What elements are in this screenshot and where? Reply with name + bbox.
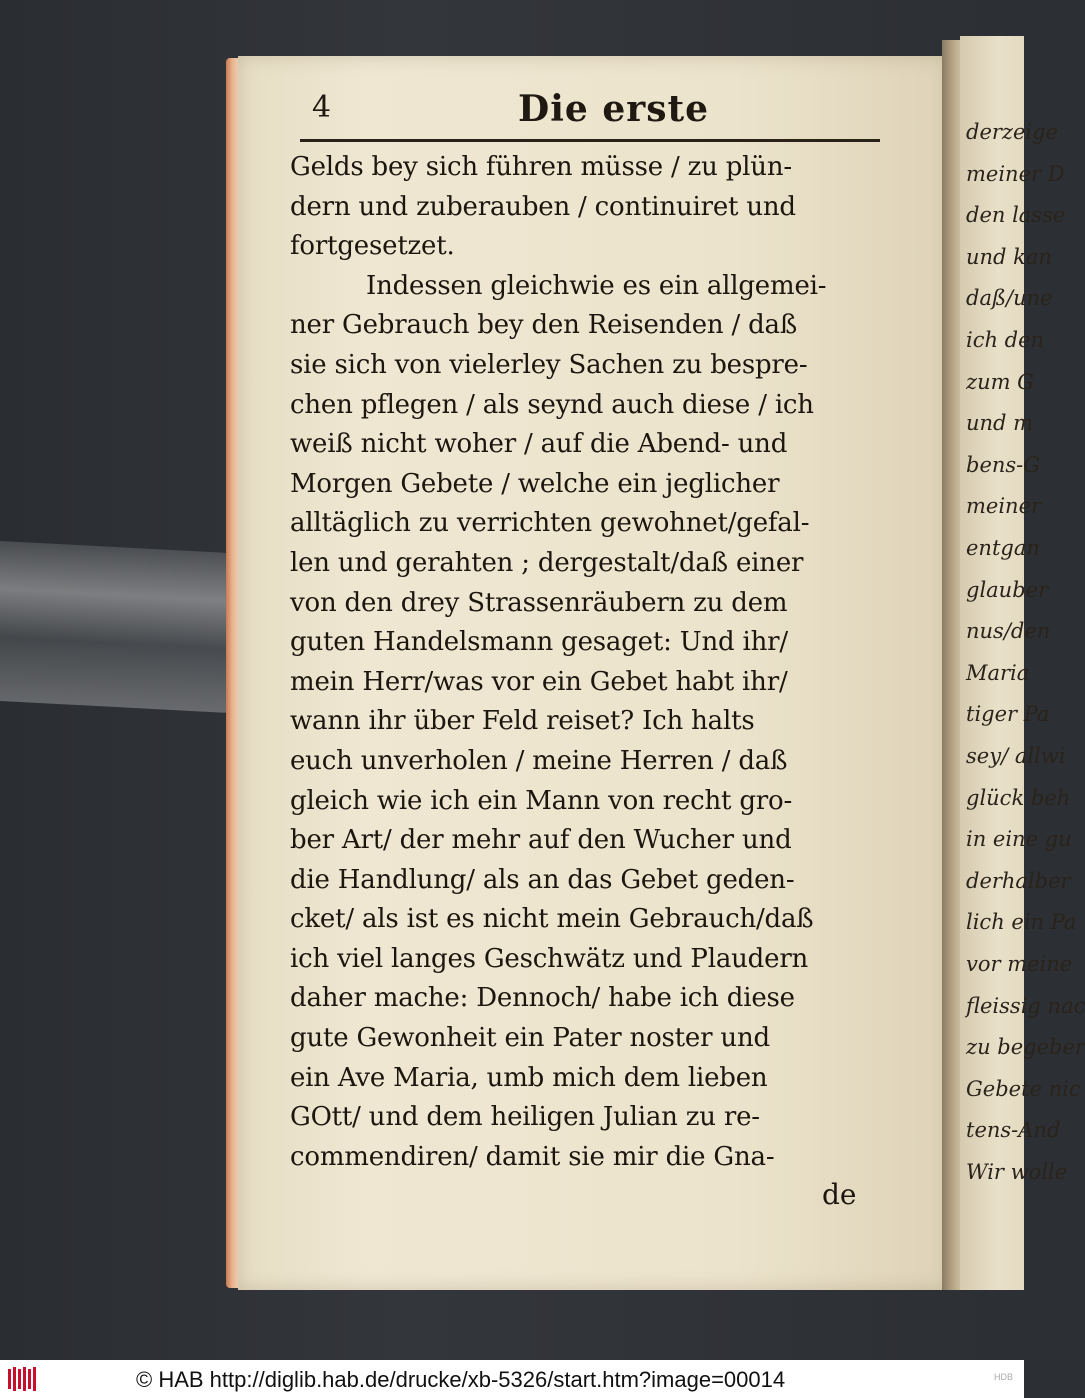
text-line: ein Ave Maria, umb mich dem lieben — [290, 1062, 768, 1093]
facing-page-line: glück beh — [966, 785, 1071, 810]
catchword: de — [822, 1178, 857, 1211]
text-line: alltäglich zu verrichten gewohnet/gefal- — [290, 508, 810, 539]
text-line: chen pflegen / als seynd auch diese / ich — [290, 389, 814, 420]
text-line: guten Handelsmann gesaget: Und ihr/ — [290, 627, 788, 658]
facing-page-line: derhalber — [966, 868, 1071, 893]
text-line: sie sich von vielerley Sachen zu bespre- — [290, 349, 808, 380]
text-line: euch unverholen / meine Herren / daß — [290, 745, 788, 776]
facing-page-line: tiger Pa — [966, 702, 1050, 727]
facing-page-line: lich ein Pa — [966, 910, 1077, 935]
facing-page-line: in eine gu — [966, 827, 1072, 852]
facing-page-line: nus/den — [966, 619, 1051, 644]
text-line: weiß nicht woher / auf die Abend- und — [290, 429, 788, 460]
text-line: Indessen gleichwie es ein allgemei- — [366, 270, 827, 301]
text-line: mein Herr/was vor ein Gebet habt ihr/ — [290, 666, 788, 697]
text-line: Gelds bey sich führen müsse / zu plün- — [290, 152, 792, 182]
footer-bar — [0, 1360, 1024, 1398]
text-line: gleich wie ich ein Mann von recht gro- — [290, 785, 793, 816]
facing-page-line: zu begeber — [966, 1035, 1085, 1060]
text-line: ich viel langes Geschwätz und Plaudern — [290, 943, 809, 974]
text-line: gute Gewonheit ein Pater noster und — [290, 1023, 770, 1054]
facing-page-line: derzeige — [966, 120, 1058, 144]
text-line: ner Gebrauch bey den Reisenden / daß — [290, 310, 798, 341]
facing-page-line: vor meine — [966, 952, 1073, 976]
facing-page-line: daß/une — [966, 286, 1053, 311]
text-line: commendiren/ damit sie mir die Gna- — [290, 1141, 775, 1172]
text-line: von den drey Strassenräubern zu dem — [290, 587, 788, 618]
facing-page-line: Wir wolle — [966, 1160, 1068, 1184]
facing-page-line: Maria — [966, 660, 1030, 685]
footer-mark: HDB — [994, 1372, 1014, 1382]
facing-page-line: Gebete nic — [966, 1076, 1081, 1101]
body-text — [290, 148, 890, 1177]
text-line: daher mache: Dennoch/ habe ich diese — [290, 983, 795, 1014]
text-line: wann ihr über Feld reiset? Ich halts — [290, 706, 755, 737]
facing-page-line: entgan — [966, 536, 1040, 560]
facing-page-line: meiner D — [966, 161, 1065, 186]
facing-page-line: fleissig nac — [966, 993, 1085, 1018]
running-head-title: Die erste — [518, 88, 710, 130]
hab-logo-icon — [8, 1365, 38, 1393]
text-line: dern und zuberauben / continuiret und — [290, 191, 796, 222]
facing-page-line: den lasse — [966, 203, 1066, 228]
head-rule — [300, 139, 880, 142]
facing-page-line: bens-G — [966, 452, 1041, 477]
page-number: 4 — [312, 90, 332, 125]
running-head — [300, 88, 880, 136]
text-line: len und gerahten ; dergestalt/daß einer — [290, 547, 804, 578]
text-line: GOtt/ und dem heiligen Julian zu re- — [290, 1102, 760, 1133]
facing-page-line: und m — [966, 411, 1034, 436]
copyright-link[interactable]: © HAB http://diglib.hab.de/drucke/xb-5326/start.htm?image=00014 — [136, 1367, 786, 1392]
facing-page — [960, 36, 1085, 1290]
facing-page-line: sey/ allwi — [966, 744, 1066, 768]
facing-page-line: tens-And — [966, 1118, 1061, 1143]
text-line: cket/ als ist es nicht mein Gebrauch/daß — [290, 904, 814, 935]
facing-page-line: meiner — [966, 494, 1042, 519]
text-line: ber Art/ der mehr auf den Wucher und — [290, 825, 792, 856]
facing-page-line: glauber — [966, 577, 1049, 602]
text-line: fortgesetzet. — [290, 231, 455, 262]
facing-page-line: und kan — [966, 244, 1052, 269]
text-line: Morgen Gebete / welche ein jeglicher — [290, 468, 780, 499]
facing-page-line: ich den — [966, 328, 1045, 352]
facing-page-line: zum G — [966, 369, 1034, 394]
text-line: die Handlung/ als an das Gebet geden- — [290, 864, 795, 895]
